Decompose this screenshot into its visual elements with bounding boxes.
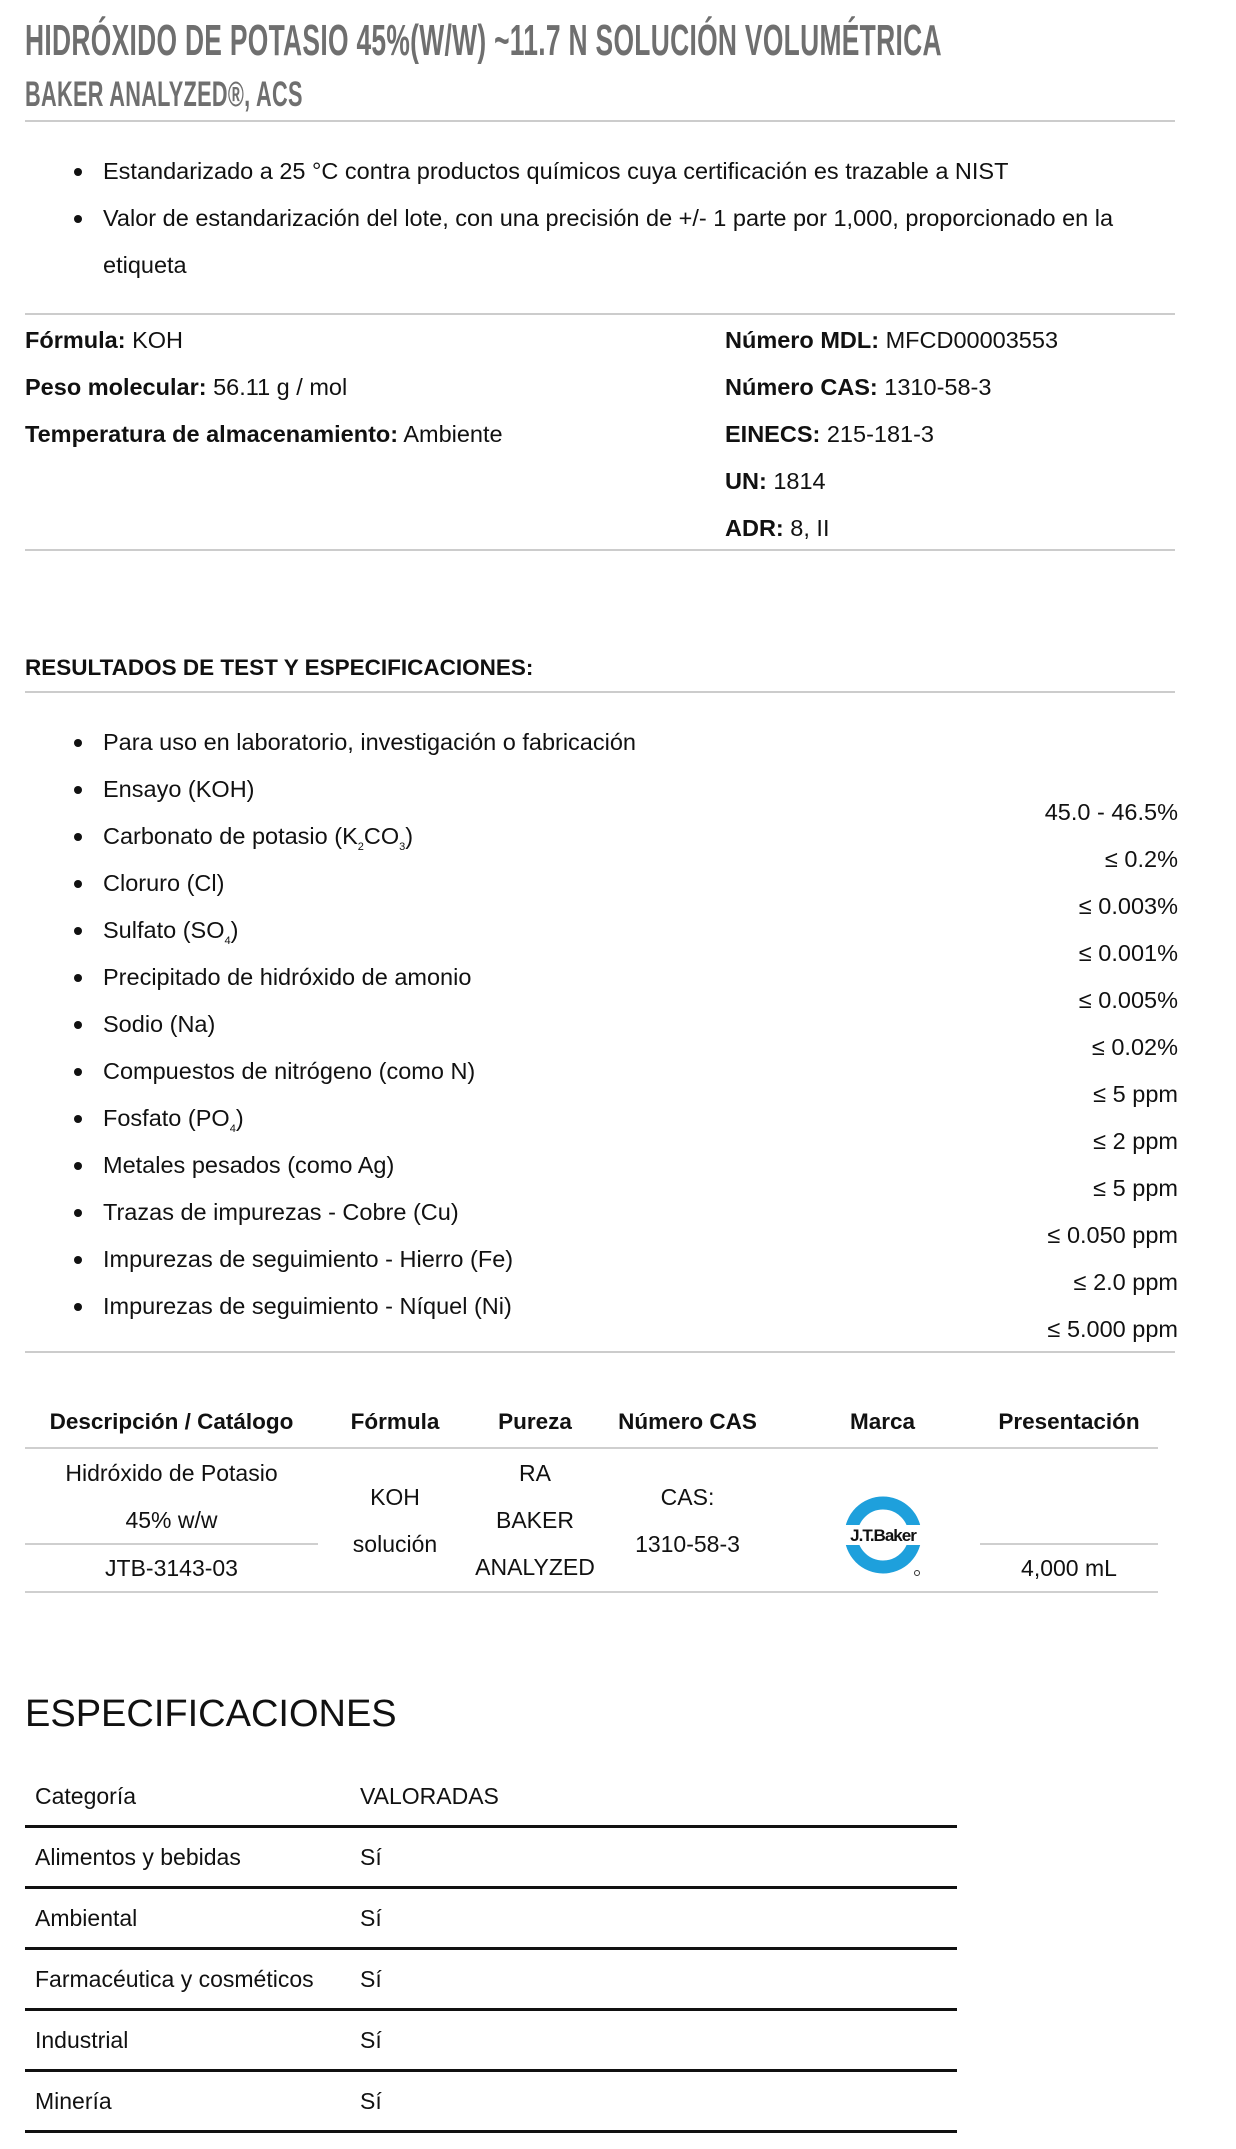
test-item: Impurezas de seguimiento - Níquel (Ni) — [0, 1283, 636, 1330]
test-value: ≤ 0.050 ppm — [1047, 1222, 1178, 1248]
spec-key: Farmacéutica y cosméticos — [35, 1966, 314, 1992]
col-header-description: Descripción / Catálogo — [49, 1409, 294, 1434]
property-label: Número MDL: — [725, 327, 880, 353]
specifications-title: ESPECIFICACIONES — [25, 1693, 397, 1735]
property-mdl — [725, 317, 1058, 364]
subscript: 4 — [224, 935, 231, 947]
cas-cell: 1310-58-3 — [635, 1531, 740, 1557]
property-formula — [25, 317, 183, 364]
col-header-formula: Fórmula — [350, 1409, 440, 1434]
col-header-presentation: Presentación — [998, 1409, 1140, 1434]
description-cell: Hidróxido de Potasio — [65, 1460, 278, 1486]
test-results-heading: RESULTADOS DE TEST Y ESPECIFICACIONES: — [25, 655, 534, 680]
test-item — [0, 907, 636, 954]
property-label: Peso molecular: — [25, 374, 207, 400]
test-item: Precipitado de hidróxido de amonio — [0, 954, 636, 1001]
test-item: Sodio (Na) — [0, 1001, 636, 1048]
feature-item: Estandarizado a 25 °C contra productos químicos cuya certificación es trazable a NIST — [0, 148, 1183, 195]
test-value: ≤ 0.005% — [1078, 987, 1178, 1013]
spec-key: Industrial — [35, 2027, 129, 2053]
subscript: 4 — [229, 1123, 236, 1135]
property-label: UN: — [725, 468, 767, 494]
brand-name: J.T.Baker — [850, 1526, 916, 1545]
property-storage-temperature — [25, 411, 503, 458]
col-header-cas: Número CAS — [618, 1409, 757, 1434]
spec-row — [25, 2072, 957, 2133]
test-value: ≤ 0.2% — [1105, 846, 1178, 872]
jtbaker-logo-icon — [842, 1494, 924, 1576]
property-label: EINECS: — [725, 421, 821, 447]
property-cas — [725, 364, 991, 411]
spec-value: Sí — [360, 1844, 382, 1870]
test-item-text: ) — [235, 1105, 244, 1131]
property-adr — [725, 505, 829, 552]
property-value: 215-181-3 — [826, 421, 934, 447]
property-value: 1310-58-3 — [884, 374, 992, 400]
subscript: 3 — [399, 841, 406, 853]
table-header-border — [25, 1447, 1158, 1449]
test-value: ≤ 2 ppm — [1093, 1128, 1178, 1154]
divider — [25, 313, 1175, 315]
product-title: HIDRÓXIDO DE POTASIO 45%(W/W) ~11.7 N SOLUCIÓN VOLUMÉTRICA — [25, 16, 942, 65]
spec-value: Sí — [360, 2088, 382, 2114]
test-values-list — [1045, 789, 1178, 1353]
test-item-text: CO — [363, 823, 400, 849]
spec-row — [25, 1889, 957, 1950]
property-label: ADR: — [725, 515, 784, 541]
test-value: ≤ 0.003% — [1078, 893, 1178, 919]
divider — [25, 120, 1175, 122]
test-item: Para uso en laboratorio, investigación o fabricación — [0, 719, 636, 766]
col-header-purity: Pureza — [498, 1409, 572, 1434]
property-label: Fórmula: — [25, 327, 126, 353]
test-item-text: ) — [230, 917, 239, 943]
spec-key: Categoría — [35, 1783, 137, 1809]
test-items-list — [0, 719, 636, 1330]
feature-list — [0, 148, 1183, 289]
test-item-text: Sulfato (SO — [103, 917, 225, 943]
property-value: 56.11 g / mol — [213, 374, 348, 400]
purity-cell: RA — [519, 1460, 551, 1486]
spec-value: Sí — [360, 1966, 382, 1992]
spec-value: VALORADAS — [360, 1783, 499, 1809]
property-un — [725, 458, 826, 505]
test-item: Ensayo (KOH) — [0, 766, 636, 813]
test-item: Cloruro (Cl) — [0, 860, 636, 907]
property-value: 8, II — [790, 515, 830, 541]
table-bottom-border — [25, 1591, 1158, 1593]
divider — [25, 1351, 1175, 1353]
spec-key: Minería — [35, 2088, 112, 2114]
formula-cell: solución — [352, 1531, 438, 1557]
test-item: Metales pesados (como Ag) — [0, 1142, 636, 1189]
test-item-text: Carbonato de potasio (K — [103, 823, 358, 849]
property-value: MFCD00003553 — [885, 327, 1059, 353]
divider — [25, 549, 1175, 551]
property-molecular-weight — [25, 364, 347, 411]
test-item-text: ) — [405, 823, 414, 849]
spec-value: Sí — [360, 2027, 382, 2053]
test-value: ≤ 0.02% — [1091, 1034, 1178, 1060]
test-value: ≤ 0.001% — [1078, 940, 1178, 966]
test-item — [0, 813, 636, 860]
product-subtitle: BAKER ANALYZED®, ACS — [25, 75, 303, 114]
property-label: Temperatura de almacenamiento: — [25, 421, 399, 447]
property-value: Ambiente — [403, 421, 503, 447]
spec-row — [25, 1828, 957, 1889]
spec-key: Ambiental — [35, 1905, 138, 1931]
property-einecs — [725, 411, 934, 458]
spec-row — [25, 1950, 957, 2011]
test-item: Trazas de impurezas - Cobre (Cu) — [0, 1189, 636, 1236]
test-item: Compuestos de nitrógeno (como N) — [0, 1048, 636, 1095]
col-header-brand: Marca — [849, 1409, 916, 1434]
test-value: ≤ 2.0 ppm — [1073, 1269, 1178, 1295]
presentation-cell: 4,000 mL — [1021, 1555, 1117, 1581]
divider — [25, 691, 1175, 693]
test-item — [0, 1095, 636, 1142]
feature-item: Valor de estandarización del lote, con una precisión de +/- 1 parte por 1,000, proporcionado en la etiqueta — [0, 195, 1183, 289]
test-item: Impurezas de seguimiento - Hierro (Fe) — [0, 1236, 636, 1283]
purity-cell: BAKER — [496, 1507, 574, 1533]
spec-value: Sí — [360, 1905, 382, 1931]
formula-cell: KOH — [370, 1484, 420, 1510]
test-value: ≤ 5 ppm — [1093, 1175, 1178, 1201]
description-cell: 45% w/w — [125, 1507, 218, 1533]
test-item-text: Fosfato (PO — [103, 1105, 230, 1131]
test-value: 45.0 - 46.5% — [1044, 799, 1178, 825]
property-value: KOH — [132, 327, 183, 353]
test-value: ≤ 5.000 ppm — [1047, 1316, 1178, 1342]
cas-cell: CAS: — [660, 1484, 715, 1510]
test-value: ≤ 5 ppm — [1093, 1081, 1178, 1107]
purity-cell: ANALYZED — [475, 1554, 595, 1580]
spec-key: Alimentos y bebidas — [35, 1844, 241, 1870]
catalog-number[interactable]: JTB-3143-03 — [105, 1555, 238, 1581]
property-value: 1814 — [773, 468, 826, 494]
spec-row — [25, 2011, 957, 2072]
property-label: Número CAS: — [725, 374, 878, 400]
spec-row — [25, 1767, 957, 1828]
subscript: 2 — [357, 841, 364, 853]
